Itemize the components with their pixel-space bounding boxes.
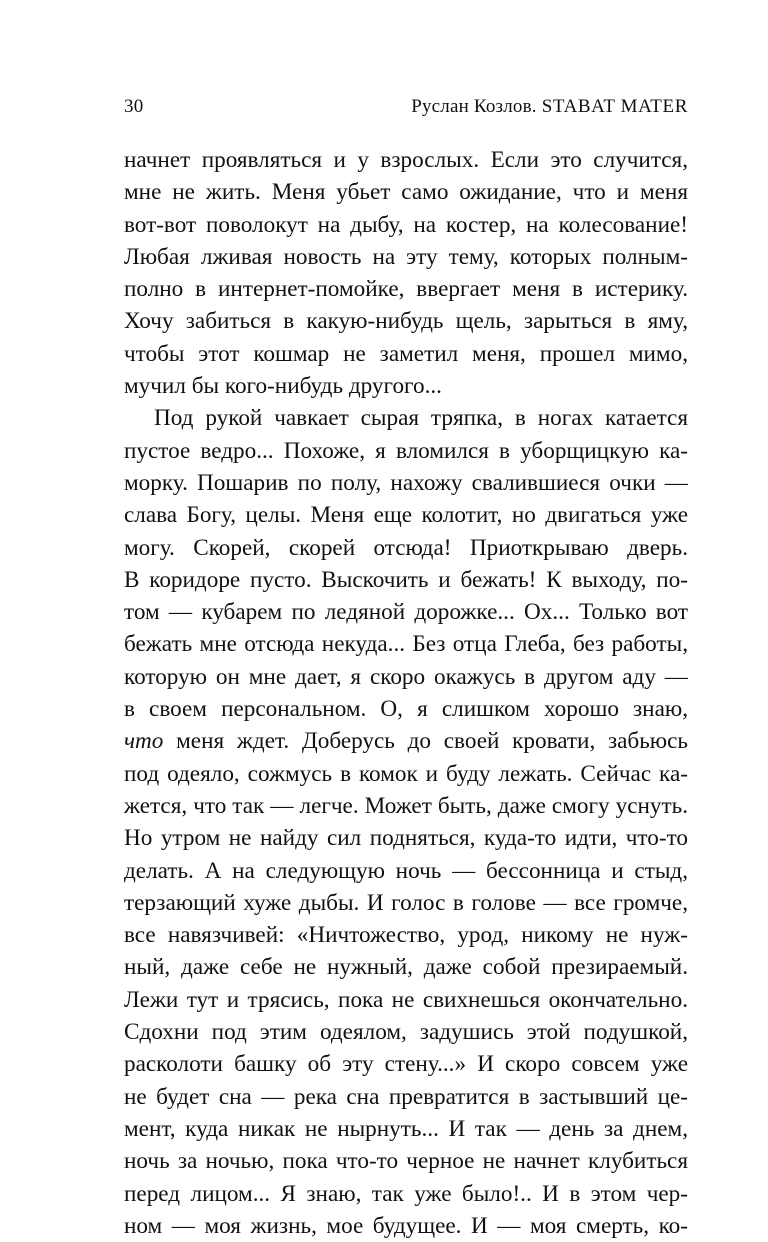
body-text (124, 144, 688, 1242)
text-line: морку. Пошарив по полу, нахожу свалившиеся очки — (124, 469, 688, 496)
running-head (124, 96, 688, 126)
text-line: ном — моя жизнь, мое будущее. И — моя смерть, ко- (124, 1212, 688, 1239)
text-line: перед лицом... Я знаю, так уже было!.. И в этом чер- (124, 1180, 688, 1207)
text-line: начнет проявляться и у взрослых. Если это случится, (124, 147, 688, 173)
text-line: Хочу забиться в какую-нибудь щель, зарыться в яму, (124, 308, 688, 335)
text-line: том — кубарем по ледяной дорожке... Ох... Только вот (124, 599, 688, 626)
text-line: бежать мне отсюда некуда... Без отца Глеба, без работы, (124, 631, 688, 658)
text-line: могу. Скорей, скорей отсюда! Приоткрываю дверь. (124, 534, 688, 561)
page-number: 30 (124, 96, 144, 117)
header-author-title (411, 96, 688, 118)
text-line: В коридоре пусто. Выскочить и бежать! К выходу, по- (124, 566, 688, 593)
paragraph-last-line: мучил бы кого-нибудь другого... (124, 373, 442, 400)
text-line-with-italic (124, 725, 688, 757)
text-line: расколоти башку об эту стену...» И скоро совсем уже (124, 1051, 688, 1078)
text-line: Сдохни под этим одеялом, задушись этой подушкой, (124, 1019, 688, 1046)
text-line: полно в интернет-помойке, ввергает меня в истерику. (124, 276, 688, 303)
text-line: не будет сна — река сна превратится в застывший це- (124, 1083, 688, 1110)
text-line: мне не жить. Меня убьет само ожидание, что и меня (124, 179, 688, 206)
text-line: которую он мне дает, я скоро окажусь в другом аду — (124, 663, 688, 690)
text-line: под одеяло, сожмусь в комок и буду лежать. Сейчас ка- (124, 760, 688, 787)
text-line: Любая лживая новость на эту тему, которых полным- (124, 243, 688, 270)
header-book-title: STABAT MATER (541, 96, 688, 117)
text-line: жется, что так — легче. Может быть, даже смогу уснуть. (124, 792, 688, 819)
text-line: терзающий хуже дыбы. И голос в голове — все громче, (124, 889, 688, 916)
text-line-rest: меня ждет. Доберусь до своей кровати, забьюсь (163, 728, 688, 755)
text-line: ный, даже себе не нужный, даже собой презираемый. (124, 954, 688, 981)
text-line: в своем персональном. О, я слишком хорошо знаю, (124, 696, 688, 723)
text-line: слава Богу, целы. Меня еще колотит, но двигаться уже (124, 502, 688, 529)
text-line: все навязчивей: «Ничтожество, урод, никому не нуж- (124, 922, 688, 949)
text-line: делать. А на следующую ночь — бессонница и стыд, (124, 857, 688, 884)
text-line: ночь за ночью, пока что-то черное не начнет клубиться (124, 1148, 688, 1175)
italic-word: что (124, 728, 164, 755)
text-line: Лежи тут и трясись, пока не свихнешься окончательно. (124, 986, 688, 1013)
text-line: вот-вот поволокут на дыбу, на костер, на колесование! (124, 211, 688, 238)
paragraph-first-line: Под рукой чавкает сырая тряпка, в ногах катается (154, 405, 688, 432)
text-line: мент, куда никак не нырнуть... И так — день за днем, (124, 1115, 688, 1142)
header-author: Руслан Козлов. (411, 96, 542, 117)
text-line: чтобы этот кошмар не заметил меня, прошел мимо, (124, 340, 688, 367)
text-line: Но утром не найду сил подняться, куда-то идти, что-то (124, 825, 688, 852)
text-line: пустое ведро... Похоже, я вломился в уборщицкую ка- (124, 437, 688, 464)
